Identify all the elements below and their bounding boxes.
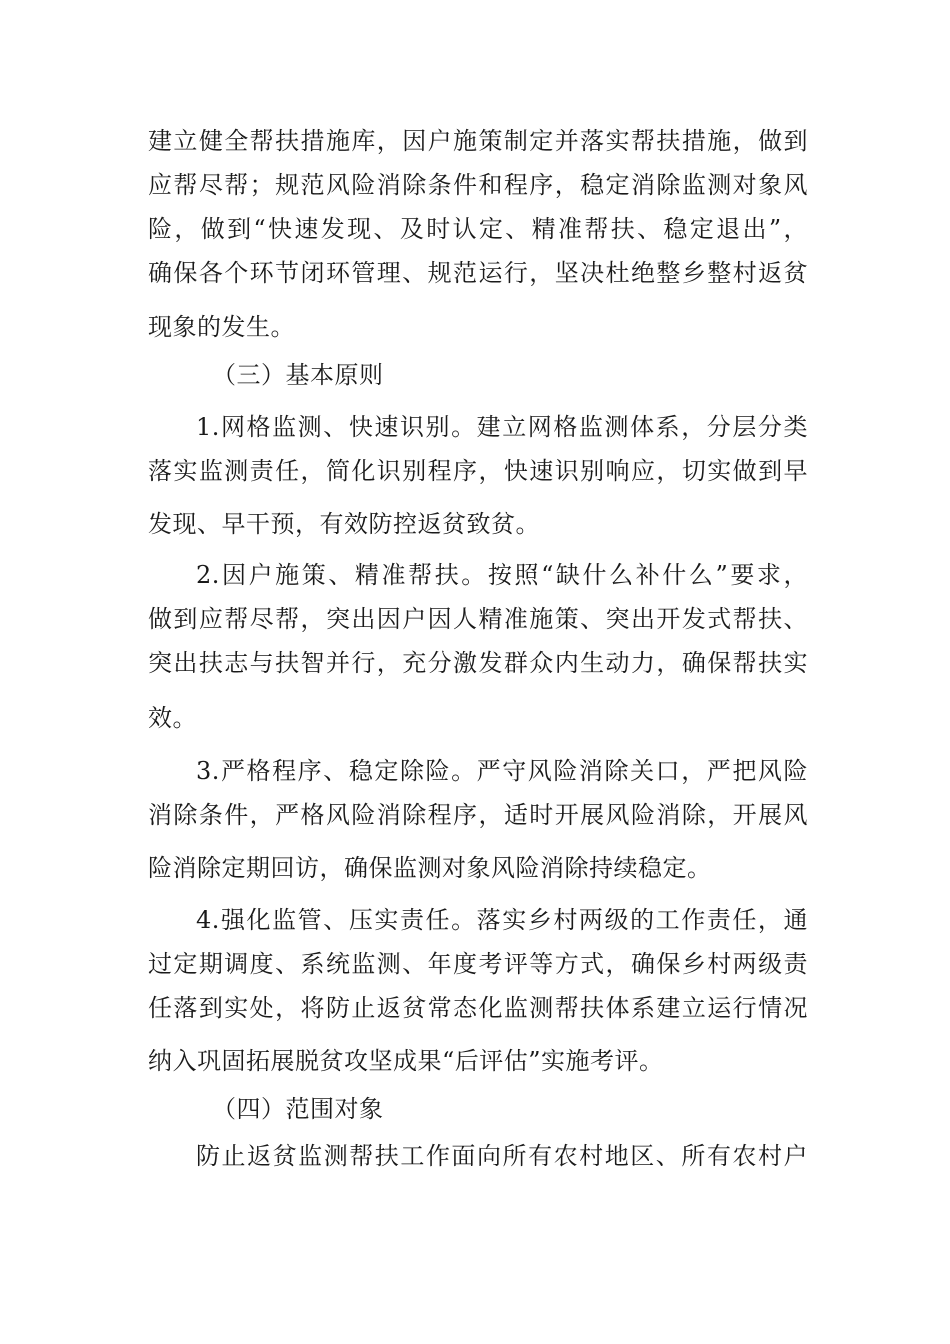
paragraph-line: 防止返贫监测帮扶工作面向所有农村地区、所有农村户	[196, 1142, 808, 1170]
paragraph-line: 4.强化监管、压实责任。落实乡村两级的工作责任，通	[196, 906, 808, 934]
section-heading: （三）基本原则	[212, 361, 384, 389]
paragraph-line: 2.因户施策、精准帮扶。按照“缺什么补什么”要求，	[196, 561, 808, 589]
section-heading: （四）范围对象	[212, 1095, 384, 1123]
paragraph-line: 过定期调度、系统监测、年度考评等方式，确保乡村两级责	[148, 950, 808, 978]
paragraph-line: 消除条件，严格风险消除程序，适时开展风险消除，开展风	[148, 801, 808, 829]
paragraph-line: 做到应帮尽帮，突出因户因人精准施策、突出开发式帮扶、	[148, 605, 808, 633]
paragraph-line: 发现、早干预，有效防控返贫致贫。	[148, 510, 540, 538]
paragraph-line: 效。	[148, 704, 197, 732]
paragraph-line: 纳入巩固拓展脱贫攻坚成果“后评估”实施考评。	[148, 1047, 664, 1075]
paragraph-line: 建立健全帮扶措施库，因户施策制定并落实帮扶措施，做到	[148, 127, 808, 155]
paragraph-line: 落实监测责任，简化识别程序，快速识别响应，切实做到早	[148, 457, 808, 485]
paragraph-line: 3.严格程序、稳定除险。严守风险消除关口，严把风险	[196, 757, 808, 785]
paragraph-line: 险，做到“快速发现、及时认定、精准帮扶、稳定退出”，	[148, 215, 808, 243]
paragraph-line: 险消除定期回访，确保监测对象风险消除持续稳定。	[148, 854, 712, 882]
paragraph-line: 确保各个环节闭环管理、规范运行，坚决杜绝整乡整村返贫	[148, 259, 808, 287]
paragraph-line: 应帮尽帮；规范风险消除条件和程序，稳定消除监测对象风	[148, 171, 808, 199]
paragraph-line: 1.网格监测、快速识别。建立网格监测体系，分层分类	[196, 413, 808, 441]
paragraph-line: 现象的发生。	[148, 313, 295, 341]
paragraph-line: 突出扶志与扶智并行，充分激发群众内生动力，确保帮扶实	[148, 649, 808, 677]
paragraph-line: 任落到实处，将防止返贫常态化监测帮扶体系建立运行情况	[148, 994, 808, 1022]
